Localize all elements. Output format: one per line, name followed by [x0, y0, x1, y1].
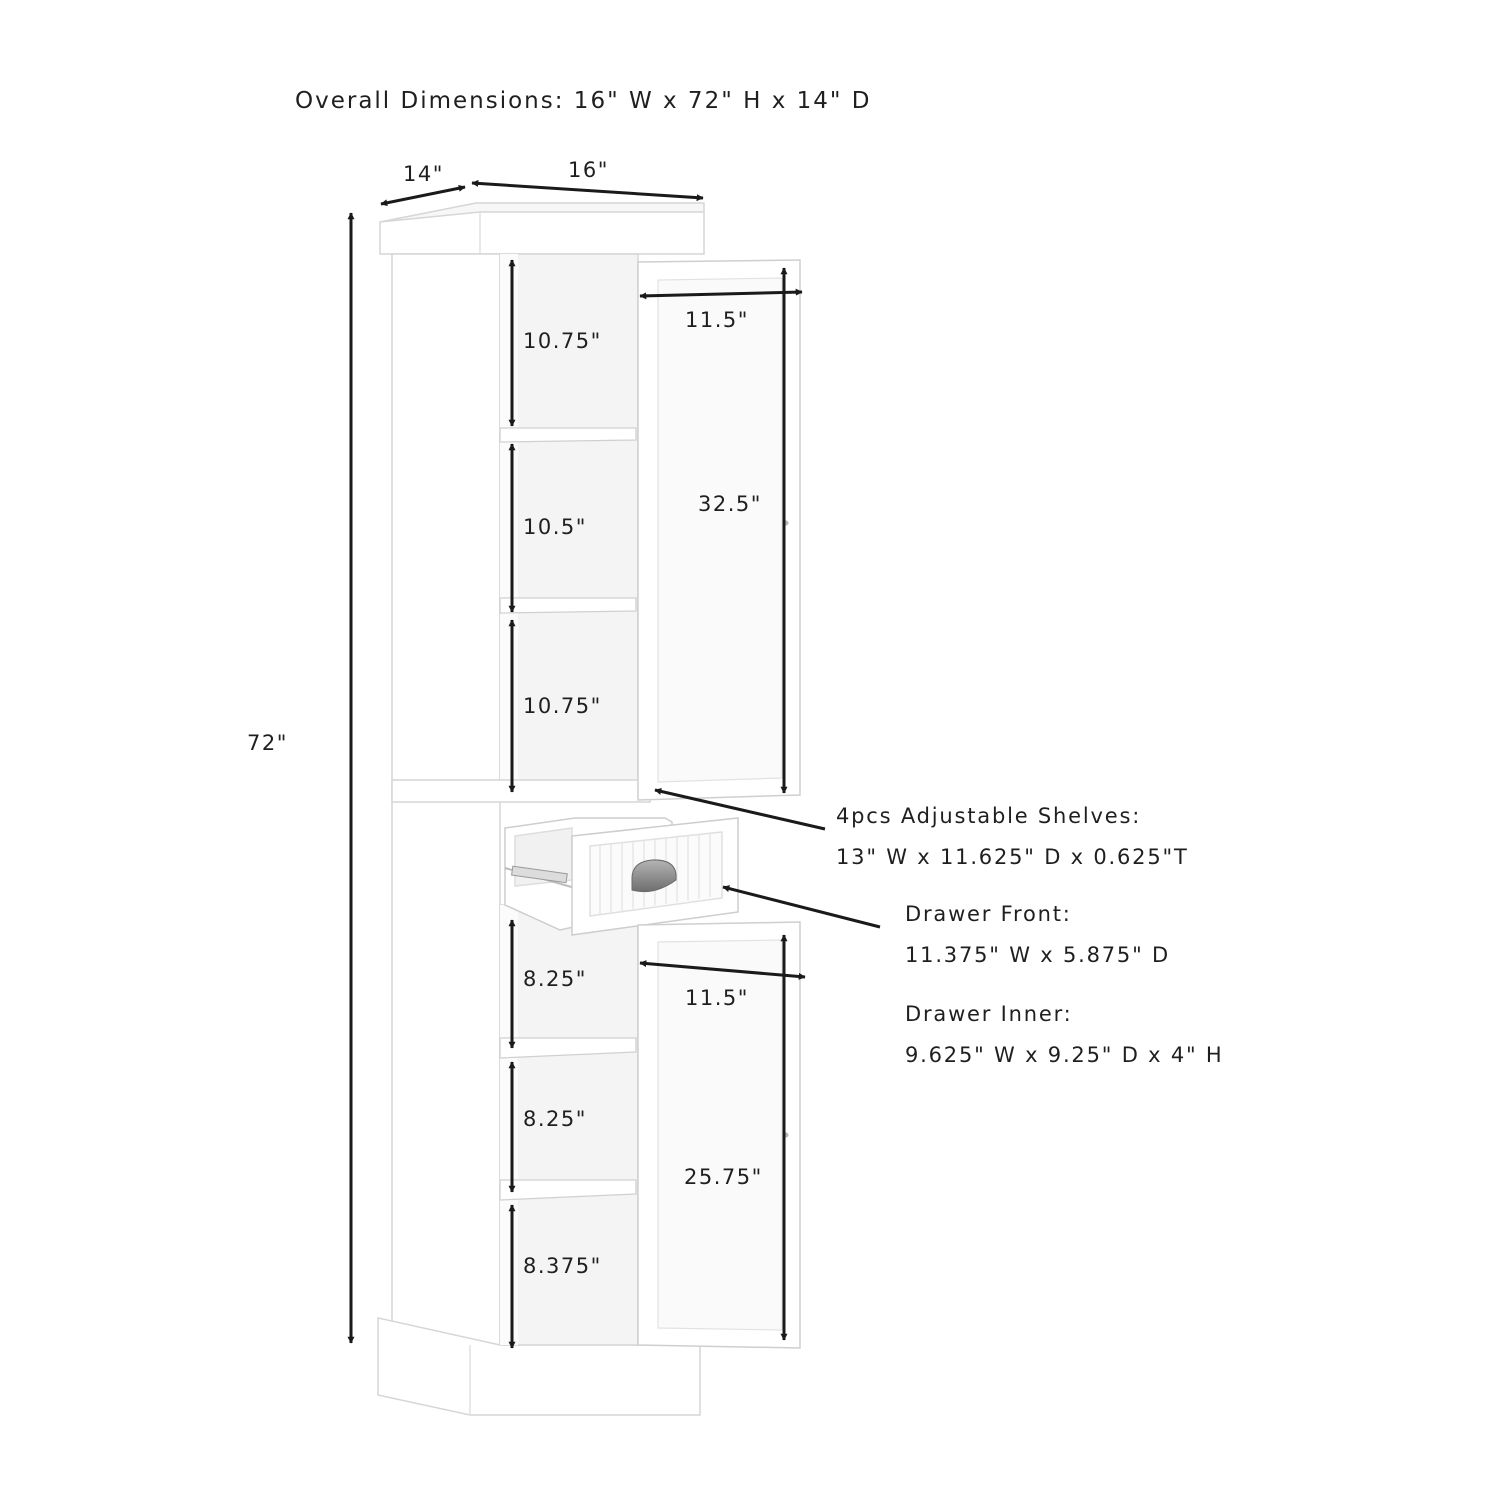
middle-divider	[392, 780, 650, 802]
lower-shelf-3-label: 8.375"	[523, 1254, 602, 1278]
height-label: 72"	[247, 731, 288, 755]
shelf-upper-2	[500, 598, 636, 613]
upper-shelf-1-label: 10.75"	[523, 329, 602, 353]
upper-door	[638, 260, 800, 800]
upper-door-width-label: 11.5"	[685, 308, 749, 332]
drawer-inner-title: Drawer Inner:	[905, 1002, 1073, 1026]
lower-shelf-2-label: 8.25"	[523, 1107, 587, 1131]
upper-shelf-3-label: 10.75"	[523, 694, 602, 718]
lower-door-height-label: 25.75"	[684, 1165, 763, 1189]
arrow-width-top	[472, 183, 703, 198]
upper-door-height-label: 32.5"	[698, 492, 762, 516]
shelves-callout-title: 4pcs Adjustable Shelves:	[836, 804, 1142, 828]
arrow-depth-top	[381, 187, 465, 204]
upper-shelf-2-label: 10.5"	[523, 515, 587, 539]
page-title: Overall Dimensions: 16" W x 72" H x 14" D	[295, 88, 872, 114]
depth-label: 14"	[403, 162, 444, 186]
shelf-upper-1	[500, 428, 636, 442]
lower-door-width-label: 11.5"	[685, 986, 749, 1010]
crown-front-face	[380, 212, 704, 254]
drawer-inner-value: 9.625" W x 9.25" D x 4" H	[905, 1043, 1224, 1067]
lower-shelf-1-label: 8.25"	[523, 967, 587, 991]
drawer-front-title: Drawer Front:	[905, 902, 1072, 926]
width-label: 16"	[568, 158, 609, 182]
shelves-callout-value: 13" W x 11.625" D x 0.625"T	[836, 845, 1189, 869]
leader-drawer-front	[723, 887, 880, 927]
drawer-front-value: 11.375" W x 5.875" D	[905, 943, 1170, 967]
